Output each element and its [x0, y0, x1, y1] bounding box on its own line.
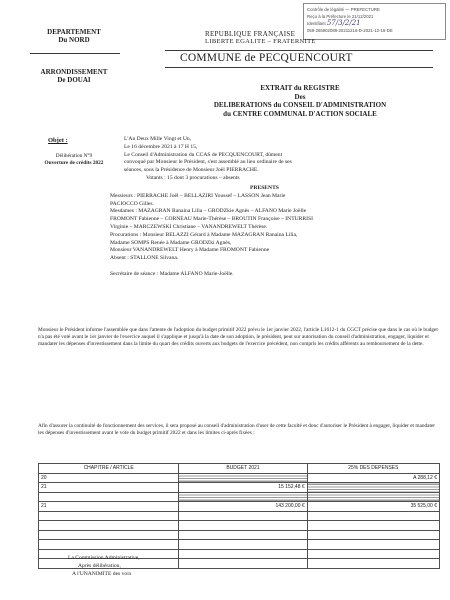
footer-line-unanimite: A l'UNANIMITE des voix: [72, 571, 132, 577]
stamp-identifier-label: Identifiant: [307, 21, 326, 26]
table-cell-chapitre: 20: [39, 473, 179, 483]
extrait-line-4: du CENTRE COMMUNAL D'ACTION SOCIALE: [223, 109, 377, 118]
footer-line-deliberation: Après délibération,: [78, 563, 121, 569]
table-cell-budget: [179, 473, 307, 483]
prefecture-stamp: [303, 3, 446, 40]
intro-line: convoqué par Monsieur le Président, s'est assemblé au lieu ordinaire de ses: [124, 159, 292, 166]
extrait-line-3: DELIBERATIONS du CONSEIL D'ADMINISTRATION: [213, 101, 387, 109]
presents-line: Mesdames : MAZAGRAN Ranaina Lilia – GRODZkie Agnès – ALFANO Marie Joëlle: [110, 208, 307, 215]
department-name: Du NORD: [58, 36, 90, 44]
table-cell-budget: [179, 521, 307, 531]
presents-label: PRESENTS: [250, 185, 279, 191]
intro-line: Le Conseil d'Administration du CCAS de PECQUENCOURT, dûment: [124, 151, 283, 158]
objet-label: Objet :: [48, 137, 68, 144]
republic-label: REPUBLIQUE FRANÇAISE: [205, 30, 296, 38]
table-row: [39, 521, 440, 531]
stamp-handwritten-number: 57/3/2/21: [326, 19, 361, 27]
table-cell-budget: [179, 492, 307, 502]
table-row: [39, 483, 440, 493]
table-cell-chapitre: [39, 530, 179, 540]
divider: [165, 67, 433, 68]
extrait-title: [160, 84, 440, 118]
table-cell-pct: [307, 530, 439, 540]
table-cell-budget: 143 200,00 €: [179, 502, 307, 512]
presents-line: Virginie – MARCZEWSKI Christiane – VANANDREWELT Thérèse.: [110, 223, 268, 230]
divider: [30, 53, 120, 54]
body-paragraph-1: Monsieur le Président informe l'assemblée que dans l'attente de l'adoption du budget primitif 2022 prévu le 1er janvier 2022, l'article L1612-1 du CGCT précise que dans le cas où le budget n'a pas été voté avant le 1er janvier de l'exercice auquel il s'applique et jusqu'à la date de son adoption, le président, peut sur autorisation du conseil d'administration, engager, liquider et mandater les dépenses d'investissement dans la limite du quart des crédits ouverts aux budgets de l'exercice précédent, non compris les crédits afférents au remboursement de la dette.: [38, 327, 438, 348]
department-block: [28, 28, 120, 44]
table-cell-pct: [307, 483, 439, 493]
table-row: [39, 502, 440, 512]
table-cell-budget: [179, 549, 307, 559]
extrait-line-1: EXTRAIT du REGISTRE: [260, 84, 340, 92]
table-cell-chapitre: [39, 540, 179, 550]
intro-line: Le 16 décembre 2021 à 17 H 15,: [124, 143, 198, 150]
table-cell-budget: [179, 530, 307, 540]
presents-line: Monsieur VANANDREWELT Henry à Madame FROMONT Fabienne: [110, 247, 270, 254]
table-cell-budget: [179, 511, 307, 521]
table-header-budget: BUDGET 2021: [179, 464, 307, 474]
body-paragraph-2: Afin d'assurer la continuité de fonctionnement des services, il sera proposé au conseil d'administration d'user de cette faculté et donc d'autoriser le Président à engager, liquider et mandater les dépenses d'investissement avant le vote du budget primitif 2022 et dans les limites ci-après fixées :: [38, 423, 436, 437]
table-cell-chapitre: 21: [39, 502, 179, 512]
arrondissement-label: ARRONDISSEMENT: [40, 68, 108, 76]
table-cell-pct: A 288,12 €: [307, 473, 439, 483]
stamp-line-2: Reçu à la Préfecture le 21/12/2021: [307, 14, 374, 19]
divider: [165, 50, 433, 51]
republic-motto: LIBERTE EGALITE – FRATERNITE: [205, 38, 316, 45]
presents-block: [110, 185, 313, 279]
footer-line-commission: La Commission Administrative,: [68, 555, 140, 561]
footer-block: [68, 554, 140, 578]
presents-line: Absent : STALLONE Silvana.: [110, 255, 179, 262]
deliberation-title: Ouverture de crédits 2022: [44, 160, 104, 166]
table-header-row: [39, 464, 440, 474]
table-row: [39, 473, 440, 483]
presents-line: Procurations : Monsieur BELAZZI Gérard à Madame MAZAGRAN Ranaina Lilia,: [110, 231, 298, 238]
arrondissement-block: [28, 68, 120, 84]
table-cell-pct: [307, 511, 439, 521]
table-header-chapitre: CHAPITRE / ARTICLE: [39, 464, 179, 474]
table-row: [39, 540, 440, 550]
intro-block: [124, 136, 292, 183]
table-cell-pct: [307, 540, 439, 550]
secretary-line: Secrétaire de séance : Madame ALFANO Marie-Joëlle.: [110, 270, 234, 277]
table-cell-budget: [179, 540, 307, 550]
extrait-line-2: Des: [294, 92, 306, 101]
stamp-line-1: Contrôle de légalité — PREFECTURE: [307, 7, 380, 12]
table-cell-pct: [307, 521, 439, 531]
table-cell-pct: [307, 559, 439, 569]
stamp-line-4: 059-265902089-20211216-D-2021-12-16-DE: [307, 28, 393, 33]
table-cell-pct: [307, 492, 439, 502]
department-label: DEPARTEMENT: [47, 28, 101, 36]
intro-line: L'An Deux Mille Vingt et Un,: [124, 136, 192, 142]
table-cell-chapitre: [39, 511, 179, 521]
table-cell-budget: 15 152,48 €: [179, 483, 307, 493]
presents-line: FROMONT Fabienne – CORNEAU Marie-Thérèse – BROUTIN Françoise – INTURRISI: [110, 216, 313, 223]
table-row: [39, 530, 440, 540]
table-header-pct: 25% DES DEPENSES: [307, 464, 439, 474]
table-cell-chapitre: [39, 521, 179, 531]
table-cell-pct: [307, 549, 439, 559]
deliberation-number: Délibération N°9: [55, 153, 93, 159]
credits-table: [38, 463, 440, 569]
presents-line: Messieurs : PIERRACHE Joël – BELLAZIRI Youssef – LASSON Jean Marie: [110, 192, 286, 199]
table-row: [39, 492, 440, 502]
stamp-line-3: [307, 20, 442, 27]
table-cell-chapitre: 21: [39, 483, 179, 493]
votants-line: Votants : 15 dont 3 procurations – absents: [146, 174, 240, 181]
table-cell-chapitre: [39, 492, 179, 502]
presents-line: PACIOCCO Gilles.: [110, 200, 154, 207]
commune-title: COMMUNE de PECQUENCOURT: [180, 52, 353, 64]
table-cell-pct: 35 525,00 €: [307, 502, 439, 512]
intro-line: séances, sous la Présidence de Monsieur Joël PIERRACHE.: [124, 167, 259, 174]
table-row: [39, 511, 440, 521]
table-cell-budget: [179, 559, 307, 569]
arrondissement-name: De DOUAI: [57, 76, 91, 84]
objet-block: [28, 137, 120, 167]
presents-line: Madame SOMPS Renée à Madame GRODZki Agnès,: [110, 239, 232, 246]
